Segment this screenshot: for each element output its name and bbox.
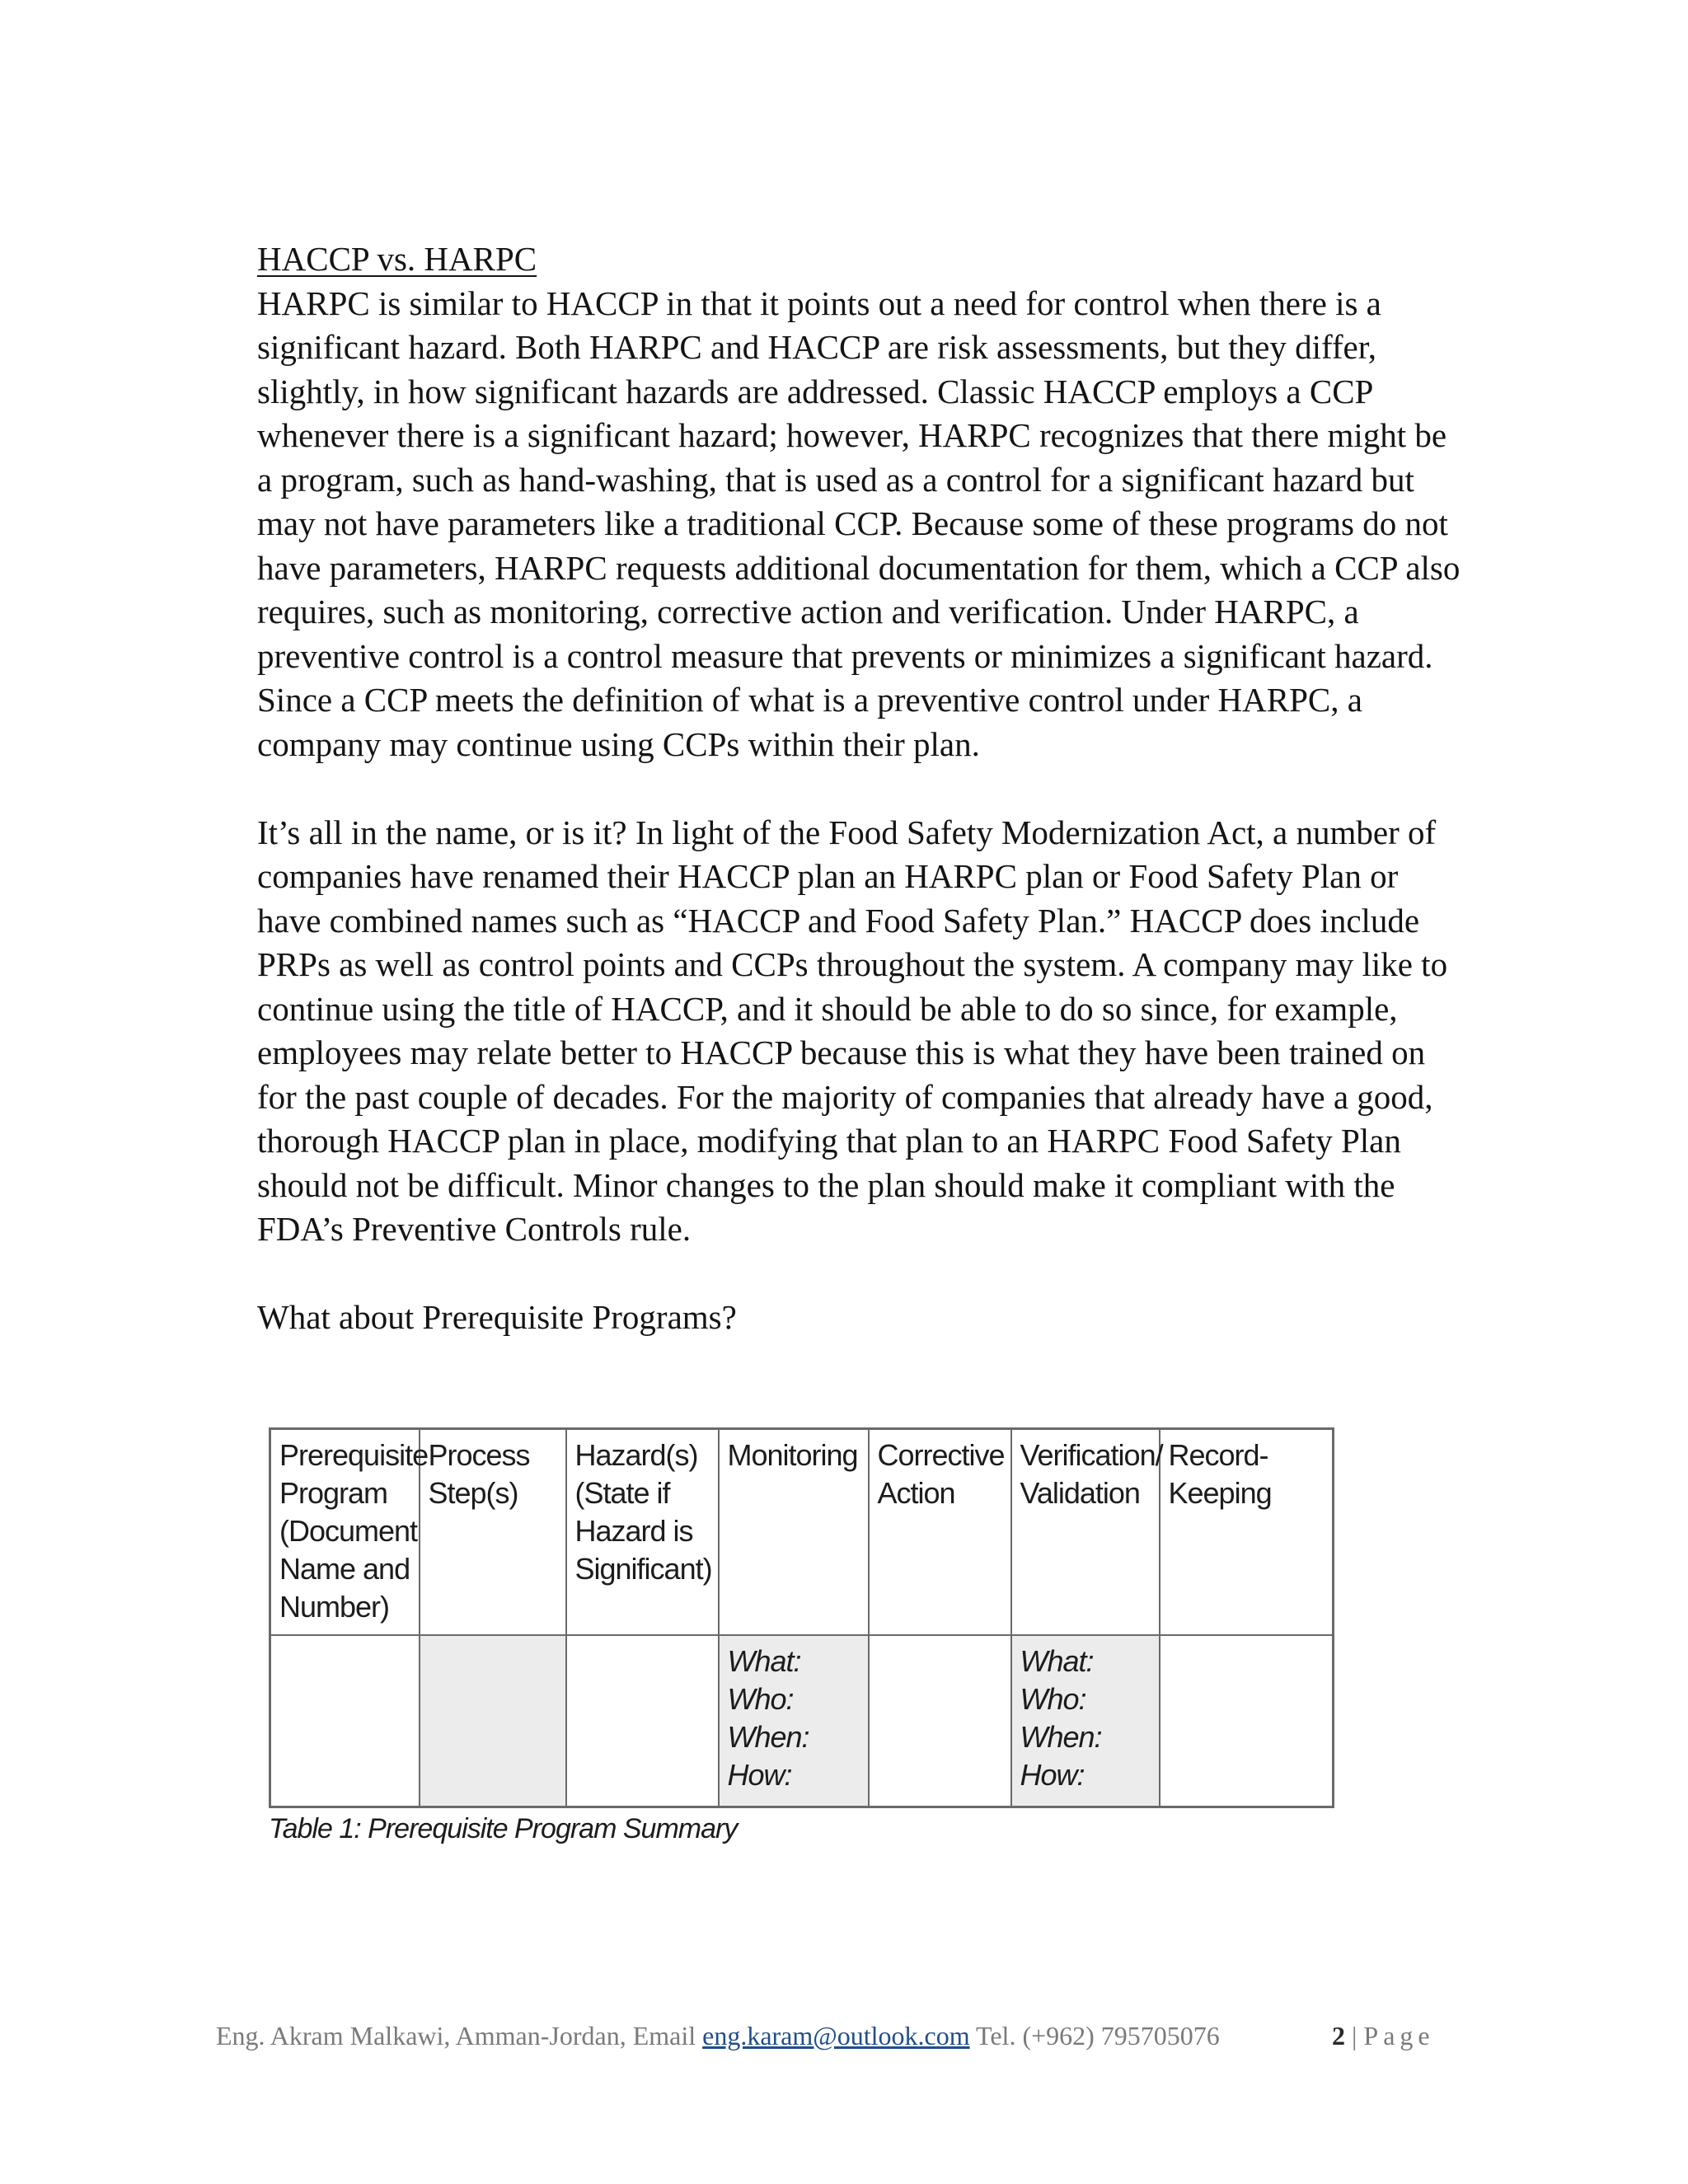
footer-phone: Tel. (+962) 795705076 (976, 2021, 1220, 2050)
header-prerequisite-program: Prerequisite Program (Document Name and Number) (270, 1429, 420, 1636)
table-caption: Table 1: Prerequisite Program Summary (269, 1813, 738, 1844)
cell-monitoring (719, 1635, 869, 1807)
document-body (257, 237, 1461, 1340)
verification-who: Who: (1020, 1682, 1086, 1716)
cell-verification (1011, 1635, 1160, 1807)
prerequisite-program-figure (269, 1427, 1332, 1845)
monitoring-when: When: (727, 1720, 809, 1754)
page-separator: | (1352, 2021, 1357, 2050)
subheading-prerequisite-programs: What about Prerequisite Programs? (257, 1298, 737, 1336)
footer-email-link[interactable]: eng.karam@outlook.com (702, 2021, 970, 2050)
footer-author: Eng. Akram Malkawi, Amman-Jordan, Email (216, 2021, 696, 2050)
monitoring-who: Who: (727, 1682, 794, 1716)
header-hazards: Hazard(s) (State if Hazard is Significant) (566, 1429, 719, 1636)
paragraph-name: It’s all in the name, or is it? In light of the Food Safety Modernization Act, a number of companies have renamed their HACCP plan an HARPC plan or Food Safety Plan or have combined names such as “HACCP and Food Safety Plan.” HACCP does include PRPs as well as control points and CCPs throughout the system. A company may like to continue using the title of HACCP, and it should be able to do so since, for example, employees may relate better to HACCP because this is what they have been trained on for the past couple of decades. For the majority of companies that already have a good, thorough HACCP plan in place, modifying that plan to an HARPC Food Safety Plan should not be difficult. Minor changes to the plan should make it compliant with the FDA’s Preventive Controls rule. (257, 813, 1448, 1248)
header-process-steps: Process Step(s) (420, 1429, 566, 1636)
table-row (270, 1635, 1334, 1807)
header-record-keeping: Record-Keeping (1160, 1429, 1334, 1636)
header-corrective-action: Corrective Action (869, 1429, 1011, 1636)
verification-what: What: (1020, 1644, 1094, 1678)
cell-hazards (566, 1635, 719, 1807)
monitoring-what: What: (727, 1644, 801, 1678)
paragraph-haccp-vs-harpc: HARPC is similar to HACCP in that it points out a need for control when there is a significant hazard. Both HARPC and HACCP are risk assessments, but they differ, slightly, in how significant hazards are addressed. Classic HACCP employs a CCP whenever there is a significant hazard; however, HARPC recognizes that there might be a program, such as hand-washing, that is used as a control for a significant hazard but may not have parameters like a traditional CCP. Because some of these programs do not have parameters, HARPC requests additional documentation for them, which a CCP also requires, such as monitoring, corrective action and verification. Under HARPC, a preventive control is a control measure that prevents or minimizes a significant hazard. Since a CCP meets the definition of what is a preventive control under HARPC, a company may continue using CCPs within their plan. (257, 284, 1461, 763)
verification-when: When: (1020, 1720, 1102, 1754)
cell-prerequisite-program (270, 1635, 420, 1807)
monitoring-how: How: (727, 1758, 792, 1792)
header-monitoring: Monitoring (719, 1429, 869, 1636)
section-heading: HACCP vs. HARPC (257, 240, 537, 278)
page-number: 2 (1332, 2021, 1345, 2050)
cell-process-steps (420, 1635, 566, 1807)
page-label: Page (1363, 2021, 1435, 2050)
page-number-block (1332, 2021, 1435, 2051)
cell-corrective-action (869, 1635, 1011, 1807)
page-footer (216, 2021, 1452, 2051)
header-verification-validation: Verification/ Validation (1011, 1429, 1160, 1636)
prerequisite-program-table (269, 1427, 1334, 1808)
cell-record-keeping (1160, 1635, 1334, 1807)
table-header-row (270, 1429, 1334, 1636)
verification-how: How: (1020, 1758, 1085, 1792)
